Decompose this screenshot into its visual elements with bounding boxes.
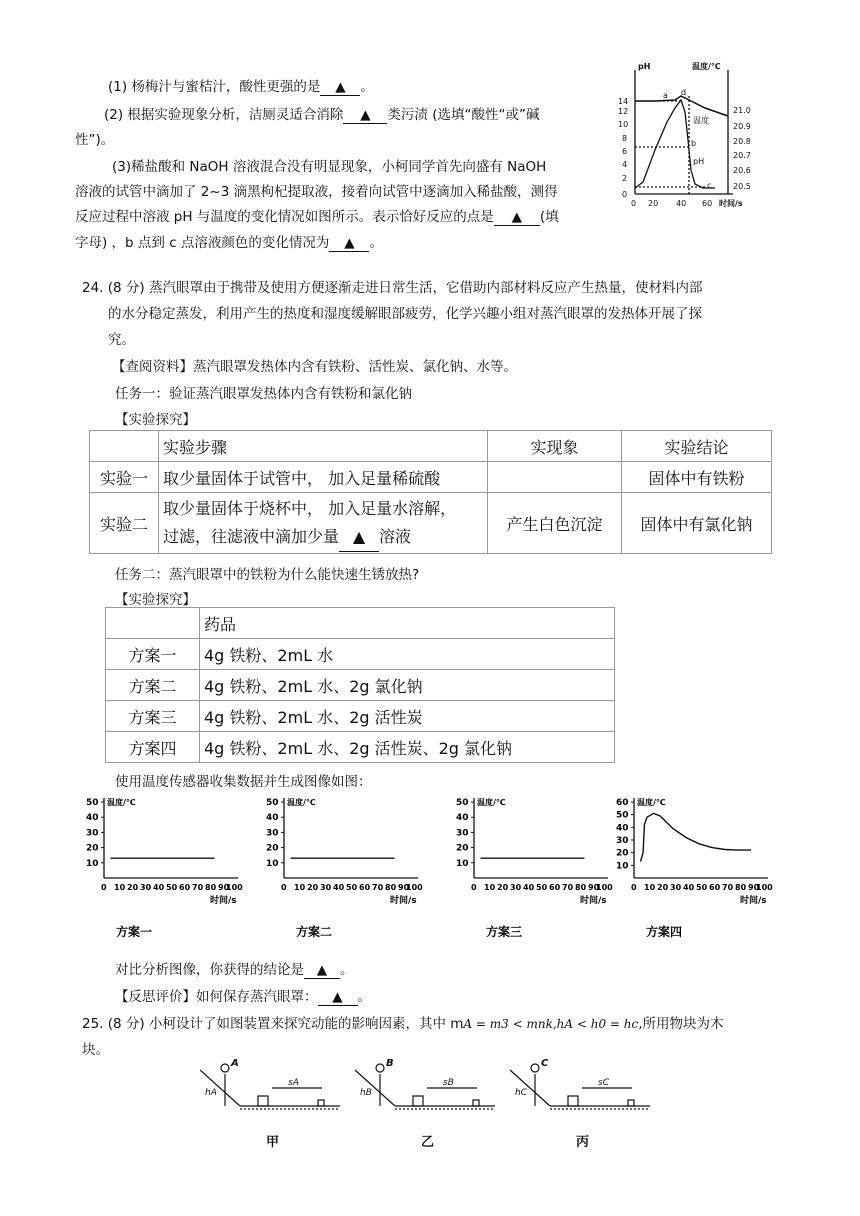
x-tick-label: 20 [307, 883, 319, 892]
plan-table [105, 607, 615, 763]
experiment-table [89, 430, 772, 554]
point-label-d: d [681, 88, 687, 97]
table-cell [90, 431, 159, 462]
q25-formula: A = m3 < mnk,ℎA < ℎ0 = ℎc [463, 1017, 639, 1031]
x-tick-label: 80 [385, 883, 397, 892]
q24-sensor-text: 使用温度传感器收集数据并生成图像如图： [115, 774, 372, 790]
table-row [90, 462, 772, 493]
y-left-tick: 14 [618, 97, 629, 106]
x-axis-label: 时间/s [740, 896, 767, 906]
ball [531, 1064, 539, 1072]
table-cell: 实验一 [90, 462, 159, 493]
height-label: hA [205, 1088, 217, 1098]
table-cell: 4g 铁粉、2mL 水、2g 氯化钠 [200, 670, 615, 701]
y-tick-label: 10 [456, 858, 469, 869]
incline-diagram-3 [510, 1058, 650, 1150]
x-tick-label: 70 [562, 883, 574, 892]
table-cell: 固体中有氯化钠 [622, 493, 772, 554]
x-axis-label: 时间/s [719, 199, 743, 208]
x-tick-label: 40 [333, 883, 345, 892]
x-tick-label: 70 [372, 883, 384, 892]
ball-label: A [231, 1058, 239, 1069]
table-header-row [106, 608, 615, 639]
incline-diagram-2 [355, 1058, 495, 1150]
x-tick-label: 20 [497, 883, 509, 892]
ph-temperature-chart [615, 60, 785, 215]
x-axis-label: 时间/s [390, 896, 417, 906]
y-left-tick: 0 [622, 190, 628, 199]
x-tick-label: 90 [588, 883, 600, 892]
q24-reflection: 【反思评价】如何保存蒸汽眼罩： ▲ 。 [115, 989, 371, 1005]
q23-part2-cont: 性”)。 [75, 132, 115, 148]
y-tick-label: 10 [266, 858, 279, 869]
x-tick-label: 90 [748, 883, 760, 892]
x-tick-label: 100 [226, 883, 243, 892]
table-header: 实验步骤 [159, 431, 488, 462]
answer-blank[interactable]: ▲ [329, 235, 369, 252]
y-tick-label: 40 [266, 813, 279, 824]
y-left-tick: 6 [622, 147, 628, 156]
answer-blank[interactable]: ▲ [343, 107, 387, 124]
q24-intro-line1: 24. (8 分) 蒸汽眼罩由于携带及使用方便逐渐走进日常生活，它借助内部材料反应产生热量，使材料内部 [82, 280, 703, 296]
chart-caption: 方案三 [486, 925, 523, 939]
table-cell: 产生白色沉淀 [488, 493, 622, 554]
x-tick-label: 40 [683, 883, 695, 892]
q24-explore-heading-2: 【实验探究】 [115, 592, 196, 608]
y-right-label: 温度/℃ [692, 62, 721, 71]
x-axis-label: 时间/s [580, 896, 607, 906]
table-cell: 固体中有铁粉 [622, 462, 772, 493]
table-header: 实现象 [488, 431, 622, 462]
y-left-tick: 2 [622, 174, 628, 183]
wood-block-moved [628, 1100, 634, 1106]
x-tick-label: 0 [471, 883, 477, 892]
x-tick-label: 10 [294, 883, 306, 892]
x-tick-label: 30 [320, 883, 332, 892]
q24-intro-line3: 究。 [108, 332, 135, 348]
x-tick-label: 40 [523, 883, 535, 892]
distance-label: sC [598, 1078, 609, 1088]
x-tick-label: 0 [101, 883, 107, 892]
x-tick-label: 10 [484, 883, 496, 892]
x-tick-label: 20 [127, 883, 139, 892]
x-tick-label: 70 [192, 883, 204, 892]
q24-conclusion: 对比分析图像，你获得的结论是 ▲ 。 [115, 962, 354, 978]
x-tick: 20 [648, 199, 659, 208]
x-tick-label: 60 [359, 883, 371, 892]
y-right-tick: 20.8 [733, 137, 751, 146]
table-row [106, 732, 615, 763]
y-tick-label: 30 [86, 828, 99, 839]
y-tick-label: 20 [86, 843, 99, 854]
table-cell: 4g 铁粉、2mL 水、2g 活性炭 [200, 701, 615, 732]
y-tick-label: 50 [616, 810, 629, 821]
table-cell: 方案三 [106, 701, 200, 732]
table-row [106, 670, 615, 701]
chart-caption: 方案二 [296, 925, 333, 939]
x-tick-label: 30 [670, 883, 682, 892]
q24-explore-heading: 【实验探究】 [115, 412, 196, 428]
temperature-curve [635, 96, 728, 116]
temperature-chart-plan-1 [82, 792, 262, 952]
y-right-tick: 20.7 [733, 151, 751, 160]
distance-label: sA [288, 1078, 299, 1088]
x-tick-label: 0 [281, 883, 287, 892]
wood-block-moved [473, 1100, 479, 1106]
x-tick-label: 10 [644, 883, 656, 892]
x-axis-label: 时间/s [210, 896, 237, 906]
table-cell [488, 462, 622, 493]
x-tick-label: 100 [406, 883, 423, 892]
ph-curve [635, 100, 715, 188]
temperature-chart-plan-4 [612, 792, 792, 952]
q25-text-line2: 块。 [82, 1042, 109, 1058]
x-tick-label: 30 [510, 883, 522, 892]
q24-reference-info: 【查阅资料】蒸汽眼罩发热体内含有铁粉、活性炭、氯化钠、水等。 [112, 359, 517, 375]
ball-label: B [386, 1058, 394, 1069]
q23-part3-line1: (3)稀盐酸和 NaOH 溶液混合没有明显现象，小柯同学首先向盛有 NaOH [112, 159, 547, 175]
ball [376, 1064, 384, 1072]
temperature-chart-plan-2 [262, 792, 442, 952]
table-cell [106, 608, 200, 639]
x-tick-label: 60 [179, 883, 191, 892]
table-cell: 方案一 [106, 639, 200, 670]
x-tick-label: 70 [722, 883, 734, 892]
y-tick-label: 30 [616, 836, 629, 846]
y-tick-label: 50 [266, 798, 279, 808]
diagram-caption: 甲 [266, 1135, 280, 1150]
chart-caption: 方案一 [116, 925, 153, 939]
table-cell: 取少量固体于烧杯中， 加入足量水溶解， 过滤，往滤液中滴加少量 ▲ 溶液 [159, 493, 488, 554]
y-axis-label: 温度/℃ [287, 798, 316, 807]
q23-part3-line3: 反应过程中溶液 pH 与温度的变化情况如图所示。表示恰好反应的点是 ▲ (填 [75, 209, 559, 225]
x-tick-label: 60 [549, 883, 561, 892]
x-tick-label: 50 [696, 883, 708, 892]
answer-blank[interactable]: ▲ [320, 79, 360, 96]
temperature-series-line [641, 813, 752, 861]
x-tick-label: 50 [166, 883, 178, 892]
y-left-tick: 4 [622, 160, 628, 169]
incline-diagram-1 [200, 1058, 340, 1150]
y-left-label: pH [638, 62, 651, 71]
x-tick-label: 10 [114, 883, 126, 892]
point-label-c: c [707, 181, 712, 190]
wood-block [568, 1096, 578, 1106]
height-label: hB [360, 1088, 372, 1098]
y-right-tick: 21.0 [733, 106, 751, 115]
table-row [106, 701, 615, 732]
answer-blank[interactable]: ▲ [339, 523, 379, 552]
table-cell: 4g 铁粉、2mL 水 [200, 639, 615, 670]
answer-blank[interactable]: ▲ [304, 962, 340, 979]
distance-label: sB [443, 1078, 454, 1088]
q24-task2: 任务二：蒸汽眼罩中的铁粉为什么能快速生锈放热? [115, 567, 420, 583]
y-tick-label: 30 [266, 828, 279, 839]
x-tick-label: 30 [140, 883, 152, 892]
y-tick-label: 20 [616, 848, 629, 859]
ph-curve-label: pH [693, 157, 705, 166]
y-tick-label: 20 [266, 843, 279, 854]
y-tick-label: 40 [456, 813, 469, 824]
table-cell: 取少量固体于试管中， 加入足量稀硫酸 [159, 462, 488, 493]
y-right-tick: 20.9 [733, 122, 751, 131]
table-header-row [90, 431, 772, 462]
y-tick-label: 40 [616, 823, 629, 834]
answer-blank[interactable]: ▲ [494, 209, 540, 226]
ball [221, 1064, 229, 1072]
x-tick-label: 50 [536, 883, 548, 892]
q24-intro-line2: 的水分稳定蒸发，利用产生的热度和湿度缓解眼部疲劳，化学兴趣小组对蒸汽眼罩的发热体开展了探 [108, 306, 702, 322]
y-tick-label: 30 [456, 828, 469, 839]
y-tick-label: 20 [456, 843, 469, 854]
y-left-tick: 12 [618, 107, 629, 116]
x-tick: 60 [702, 199, 713, 208]
table-cell: 方案二 [106, 670, 200, 701]
x-tick-label: 90 [218, 883, 230, 892]
x-tick-label: 100 [596, 883, 613, 892]
y-tick-label: 60 [616, 798, 629, 808]
y-left-tick: 8 [622, 134, 628, 143]
ball-label: C [541, 1058, 549, 1069]
table-row [90, 493, 772, 554]
q23-part3-line2: 溶液的试管中滴加了 2~3 滴黑枸杞提取液，接着向试管中逐滴加入稀盐酸，测得 [75, 184, 558, 200]
q23-part1: (1) 杨梅汁与蜜桔汁，酸性更强的是 ▲ 。 [108, 79, 374, 95]
x-tick-label: 100 [756, 883, 773, 892]
x-tick-label: 80 [205, 883, 217, 892]
table-cell: 4g 铁粉、2mL 水、2g 活性炭、2g 氯化钠 [200, 732, 615, 763]
x-tick-label: 60 [709, 883, 721, 892]
y-tick-label: 40 [86, 813, 99, 824]
table-cell: 实验二 [90, 493, 159, 554]
diagram-caption: 丙 [576, 1135, 590, 1150]
x-tick-label: 80 [735, 883, 747, 892]
point-label-a: a [663, 91, 668, 100]
x-tick-label: 0 [631, 883, 637, 892]
wood-block-moved [318, 1100, 324, 1106]
chart-caption: 方案四 [646, 925, 683, 939]
y-right-tick: 20.6 [733, 166, 751, 175]
diagram-caption: 乙 [421, 1135, 435, 1150]
y-tick-label: 50 [86, 798, 99, 808]
x-tick: 40 [676, 199, 687, 208]
x-tick-label: 50 [346, 883, 358, 892]
y-right-tick: 20.5 [733, 182, 751, 191]
x-tick-label: 90 [398, 883, 410, 892]
y-tick-label: 50 [456, 798, 469, 808]
answer-blank[interactable]: ▲ [318, 989, 358, 1006]
q23-part2: (2) 根据实验现象分析，洁厕灵适合消除 ▲ 类污渍 (选填“酸性“或”碱 [104, 107, 540, 123]
table-row [106, 639, 615, 670]
height-label: hC [515, 1088, 527, 1098]
table-cell: 方案四 [106, 732, 200, 763]
temperature-curve-label: 温度 [693, 116, 709, 125]
y-tick-label: 10 [86, 858, 99, 869]
incline-diagrams [200, 1058, 660, 1153]
y-axis-label: 温度/℃ [107, 798, 136, 807]
y-left-tick: 10 [618, 120, 629, 129]
table-header: 实验结论 [622, 431, 772, 462]
temperature-chart-plan-3 [452, 792, 632, 952]
y-axis-label: 温度/℃ [477, 798, 506, 807]
table-header: 药品 [200, 608, 615, 639]
wood-block [413, 1096, 423, 1106]
point-label-b: b [691, 139, 697, 148]
x-tick-label: 80 [575, 883, 587, 892]
x-tick-label: 20 [657, 883, 669, 892]
q25-text-line1: 25. (8 分) 小柯设计了如图装置来探究动能的影响因素，其中 mA = m3 < mnk,ℎA < ℎ0 = ℎc,所用物块为木 [82, 1016, 724, 1032]
q24-task1: 任务一：验证蒸汽眼罩发热体内含有铁粉和氯化钠 [115, 386, 412, 402]
y-axis-label: 温度/℃ [637, 798, 666, 807]
x-tick-label: 40 [153, 883, 165, 892]
y-tick-label: 10 [616, 861, 629, 872]
q23-part3-line4: 字母) ，b 点到 c 点溶液颜色的变化情况为 ▲ 。 [75, 235, 383, 251]
x-tick: 0 [631, 199, 637, 208]
wood-block [258, 1096, 268, 1106]
